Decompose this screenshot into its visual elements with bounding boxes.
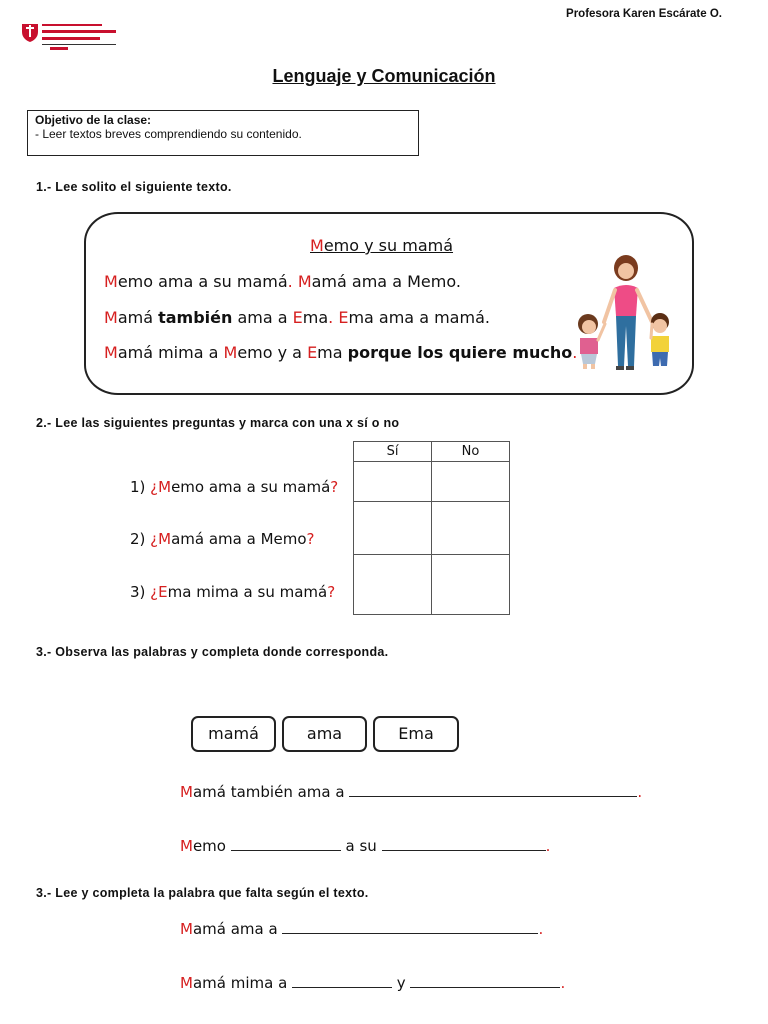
story-text: emo ama a su mamá	[117, 272, 288, 291]
sentence-3-2	[180, 836, 550, 855]
story-text: ama a	[232, 308, 293, 327]
sentence-text: amá mima a	[192, 974, 293, 992]
story-title-initial: M	[310, 236, 324, 255]
story-line-1	[104, 272, 461, 291]
story-line-3	[104, 343, 577, 362]
page-title-text: Lenguaje y Comunicación	[272, 66, 496, 86]
word-card-mama: mamá	[191, 716, 276, 752]
item-text: ¿E	[150, 583, 168, 601]
item-text: ¿M	[150, 478, 172, 496]
sentence-text: amá ama a	[192, 920, 283, 938]
answer-blank[interactable]	[231, 836, 341, 851]
sentence-text: M	[180, 920, 193, 938]
story-text: M	[297, 272, 312, 291]
sentence-4-2	[180, 973, 565, 992]
story-text: M	[104, 308, 118, 327]
answer-cell-2-yes[interactable]	[354, 502, 432, 555]
story-text: ma	[317, 343, 348, 362]
answer-cell-3-no[interactable]	[432, 555, 510, 615]
sentence-4-1	[180, 919, 543, 938]
yes-no-table	[353, 441, 510, 615]
item-text: emo ama a su mamá	[171, 478, 331, 496]
school-logo	[20, 18, 120, 54]
sentence-text: M	[180, 783, 193, 801]
story-text: .	[287, 272, 298, 291]
answer-blank[interactable]	[292, 973, 392, 988]
story-text: E	[292, 308, 303, 327]
story-text: emo y a	[237, 343, 308, 362]
item-text: ?	[327, 583, 336, 601]
story-text: porque los quiere mucho	[347, 343, 573, 362]
sentence-text: M	[180, 974, 193, 992]
sentence-text: .	[538, 920, 544, 938]
question-item-1	[130, 478, 338, 496]
question-1-label: 1.- Lee solito el siguiente texto.	[36, 180, 232, 194]
item-number: 2)	[130, 530, 151, 548]
question-4-label: 3.- Lee y completa la palabra que falta según el texto.	[36, 886, 369, 900]
answer-blank[interactable]	[410, 973, 560, 988]
story-text: M	[223, 343, 238, 362]
item-text: ¿M	[150, 530, 172, 548]
story-text: también	[158, 308, 233, 327]
objective-text: - Leer textos breves comprendiendo su contenido.	[35, 127, 302, 141]
sentence-3-1	[180, 782, 642, 801]
story-title-rest: emo y su mamá	[323, 236, 454, 255]
story-text: M	[104, 272, 118, 291]
family-illustration	[568, 254, 680, 372]
item-text: ma mima a su mamá	[167, 583, 328, 601]
item-text: ?	[306, 530, 315, 548]
story-line-2	[104, 308, 490, 327]
answer-blank[interactable]	[282, 919, 538, 934]
sentence-text: amá también ama a	[192, 783, 350, 801]
teacher-name: Profesora Karen Escárate O.	[566, 8, 722, 20]
answer-cell-2-no[interactable]	[432, 502, 510, 555]
answer-cell-1-no[interactable]	[432, 462, 510, 502]
story-text: E	[307, 343, 318, 362]
question-3-label: 3.- Observa las palabras y completa donde corresponda.	[36, 645, 389, 659]
answer-blank[interactable]	[349, 782, 637, 797]
story-text: M	[104, 343, 118, 362]
sentence-text: .	[637, 783, 643, 801]
story-text: ma ama a mamá.	[348, 308, 490, 327]
sentence-text: a su	[340, 837, 382, 855]
question-item-3	[130, 583, 335, 601]
word-card-ama: ama	[282, 716, 367, 752]
no-column-header: No	[432, 442, 510, 462]
story-text: .	[572, 343, 578, 362]
word-card-ema: Ema	[373, 716, 459, 752]
story-title	[310, 236, 453, 255]
sentence-text: M	[180, 837, 193, 855]
question-item-2	[130, 530, 315, 548]
answer-cell-1-yes[interactable]	[354, 462, 432, 502]
answer-cell-3-yes[interactable]	[354, 555, 432, 615]
story-text: amá ama a Memo.	[311, 272, 461, 291]
sentence-text: .	[560, 974, 566, 992]
sentence-text: y	[392, 974, 411, 992]
story-text: amá	[117, 308, 159, 327]
sentence-text: emo	[192, 837, 231, 855]
item-number: 1)	[130, 478, 151, 496]
objective-heading: Objetivo de la clase:	[35, 113, 152, 127]
answer-blank[interactable]	[382, 836, 546, 851]
item-text: ?	[330, 478, 339, 496]
story-text: .	[328, 308, 339, 327]
sentence-text: .	[545, 837, 551, 855]
story-text: ma	[302, 308, 329, 327]
yes-column-header: Sí	[354, 442, 432, 462]
page-title	[0, 66, 768, 87]
question-2-label: 2.- Lee las siguientes preguntas y marca con una x sí o no	[36, 416, 400, 430]
objective-box	[27, 110, 419, 156]
item-number: 3)	[130, 583, 151, 601]
item-text: amá ama a Memo	[171, 530, 307, 548]
story-text: E	[338, 308, 349, 327]
story-text: amá mima a	[117, 343, 224, 362]
